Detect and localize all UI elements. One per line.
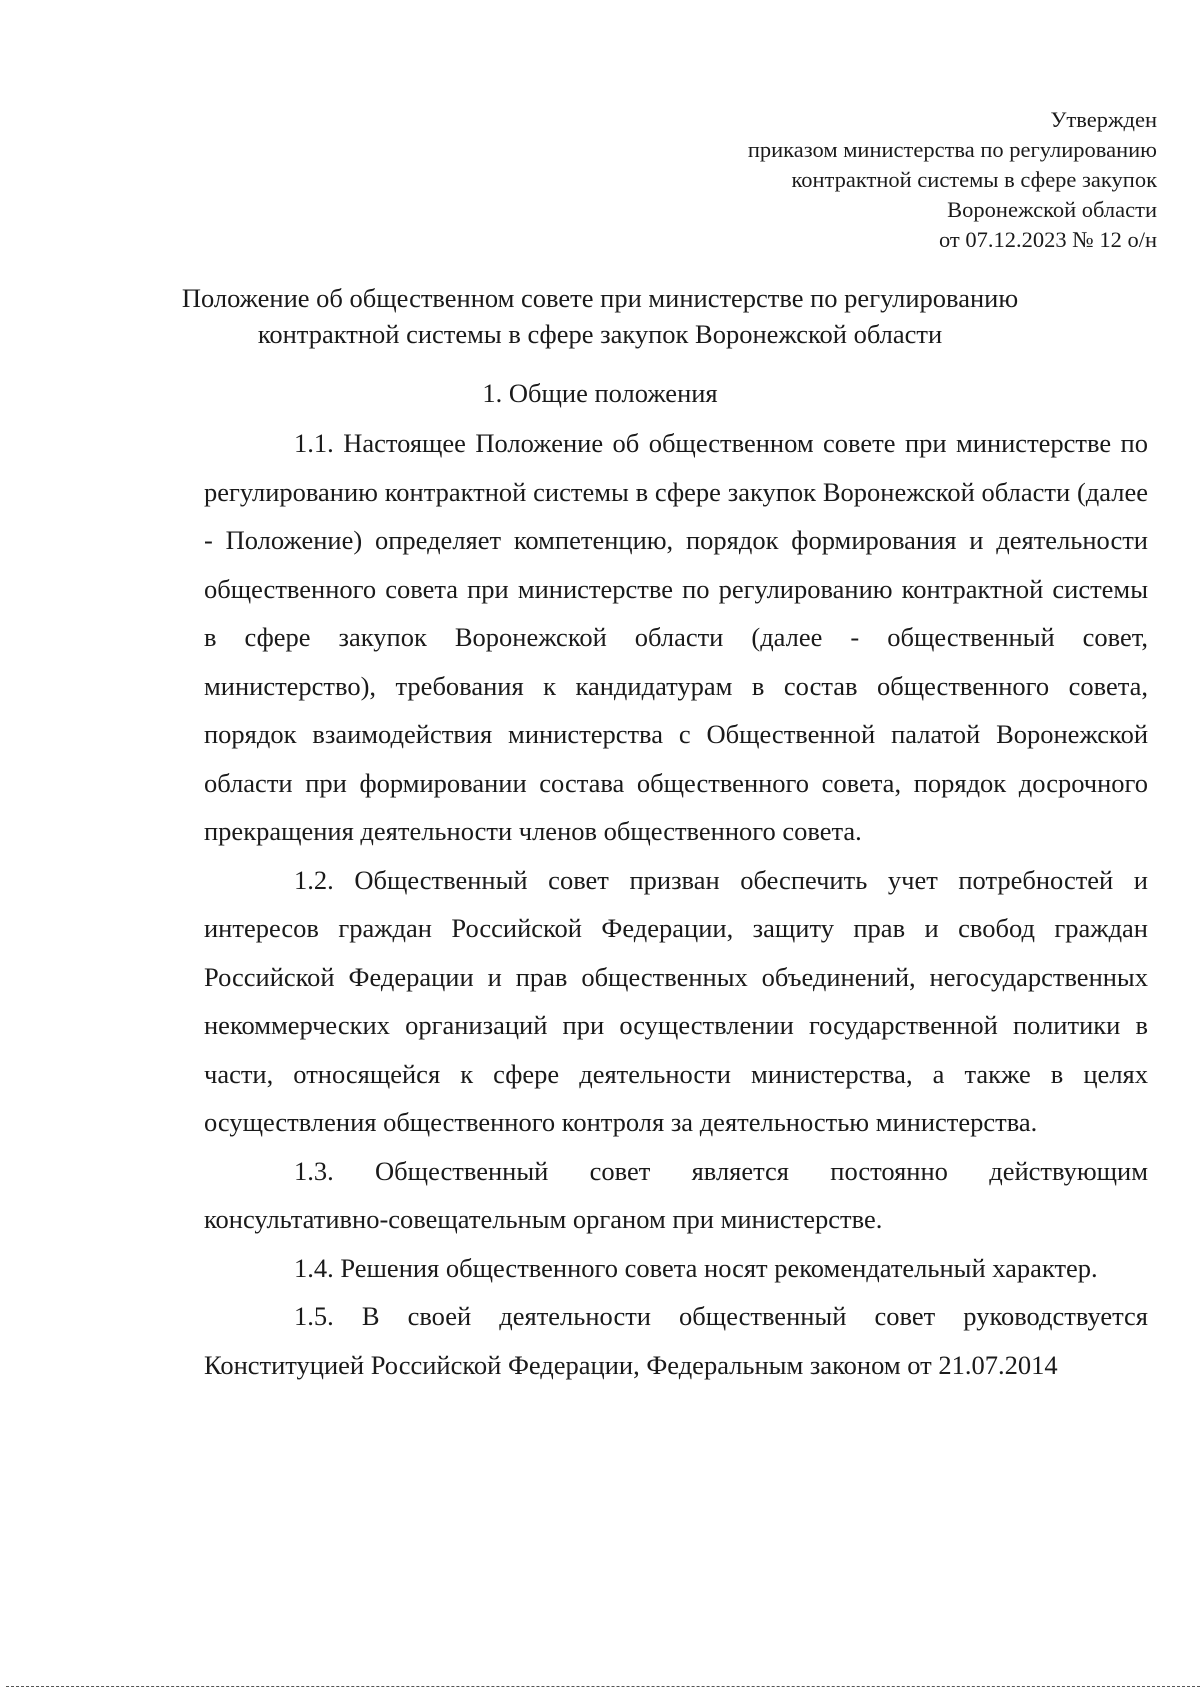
paragraph-1-3: 1.3. Общественный совет является постоянно действующим консультативно-совещательным органом при министерстве. xyxy=(204,1155,1148,1234)
paragraph-1-5: 1.5. В своей деятельности общественный совет руководствуется Конституцией Российской Федерации, Федеральным законом от 21.07.2014 xyxy=(204,1301,1148,1380)
approval-line: приказом министерства по регулированию xyxy=(747,137,1157,162)
approval-stamp-block xyxy=(748,105,1157,255)
approval-order-number: от 07.12.2023 № 12 о/н xyxy=(938,227,1157,252)
approval-line: Утвержден xyxy=(1050,107,1157,132)
paragraph-1-1: 1.1. Настоящее Положение об общественном совете при министерстве по регулированию контрактной системы в сфере закупок Воронежской области (далее - Положение) определяет компетенцию, порядок формирования и деятельности общественного совета при министерстве по регулированию контрактной системы в сфере закупок Воронежской области (далее - общественный совет, министерство), требования к кандидатурам в состав общественного совета, порядок взаимодействия министерства с Общественной палатой Воронежской области при формировании состава общественного совета, порядок досрочного прекращения деятельности членов общественного совета. xyxy=(204,428,1148,846)
document-title xyxy=(150,280,1050,352)
document-title-line: контрактной системы в сфере закупок Воронежской области xyxy=(257,319,943,349)
section-heading: 1. Общие положения xyxy=(482,378,718,408)
page-bottom-rule xyxy=(6,1686,1200,1687)
document-body xyxy=(204,419,1148,1389)
approval-line: Воронежской области xyxy=(947,197,1157,222)
paragraph-1-2: 1.2. Общественный совет призван обеспечить учет потребностей и интересов граждан Российской Федерации, защиту прав и свобод граждан Российской Федерации и прав общественных объединений, негосударственных некоммерческих организаций при осуществлении государственной политики в части, относящейся к сфере деятельности министерства, а также в целях осуществления общественного контроля за деятельностью министерства. xyxy=(204,864,1148,1137)
document-title-line: Положение об общественном совете при министерстве по регулированию xyxy=(181,283,1019,313)
approval-line: контрактной системы в сфере закупок xyxy=(791,167,1157,192)
paragraph-1-4: 1.4. Решения общественного совета носят рекомендательный характер. xyxy=(294,1252,1098,1283)
